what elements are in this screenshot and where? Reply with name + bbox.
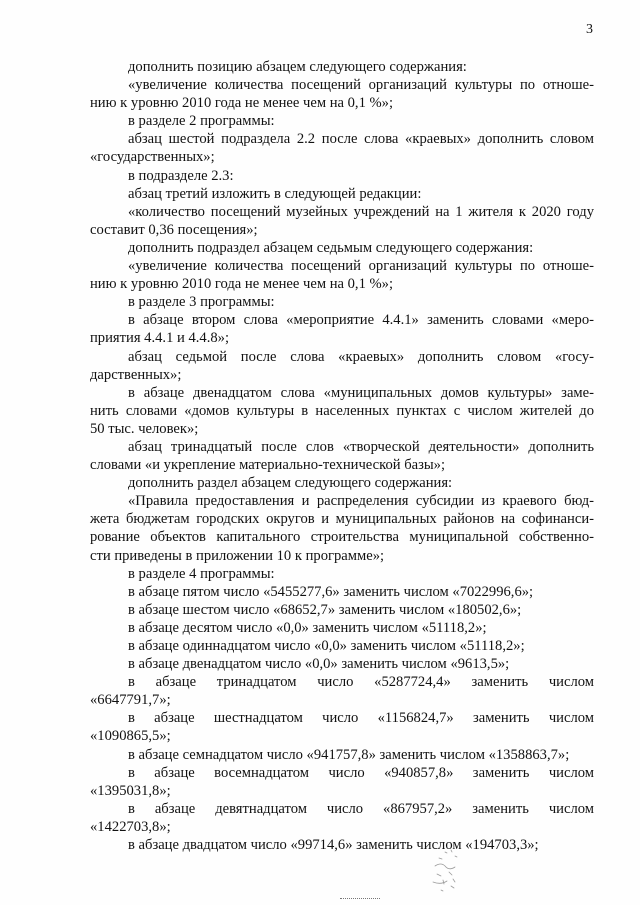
text-line: «увеличение количества посещений организаций культуры по отноше- xyxy=(128,77,594,94)
text-line: дополнить позицию абзацем следующего содержания: xyxy=(128,59,467,75)
document-body xyxy=(90,58,594,854)
text-line: нию к уровню 2010 года не менее чем на 0,1 %»; xyxy=(90,95,394,112)
page-number: 3 xyxy=(586,22,593,37)
text-line: составит 0,36 посещения»; xyxy=(90,221,258,238)
text-line: абзац седьмой после слова «краевых» дополнить словом «госу- xyxy=(128,348,594,365)
text-line: дополнить подраздел абзацем седьмым следующего содержания: xyxy=(128,239,534,256)
text-line: в абзаце двадцатом число «99714,6» заменить числом «194703,3»; xyxy=(128,837,539,854)
text-line: в абзаце шестнадцатом число «1156824,7» заменить числом xyxy=(128,710,594,727)
text-line: нию к уровню 2010 года не менее чем на 0,1 %»; xyxy=(90,276,394,293)
text-line: абзац третий изложить в следующей редакции: xyxy=(128,185,422,202)
text-line: дарственных»; xyxy=(90,366,182,383)
text-line: в абзаце шестом число «68652,7» заменить числом «180502,6»; xyxy=(128,601,522,618)
text-line: в абзаце десятом число «0,0» заменить числом «51118,2»; xyxy=(128,619,487,636)
text-line: 50 тыс. человек»; xyxy=(90,420,199,437)
text-line: «увеличение количества посещений организаций культуры по отноше- xyxy=(128,258,594,275)
text-line: в разделе 2 программы: xyxy=(128,113,275,130)
text-line: в абзаце пятом число «5455277,6» заменить числом «7022996,6»; xyxy=(128,583,534,600)
text-line: «Правила предоставления и распределения субсидии из краевого бюд- xyxy=(128,493,594,510)
text-line: сти приведены в приложении 10 к программе»; xyxy=(90,547,385,564)
text-line: приятия 4.4.1 и 4.4.8»; xyxy=(90,330,230,347)
text-line: «государственных»; xyxy=(90,149,215,166)
text-line: абзац шестой подраздела 2.2 после слова «краевых» дополнить словом xyxy=(128,131,594,148)
text-line: абзац тринадцатый после слов «творческой деятельности» дополнить xyxy=(128,438,594,455)
text-line: «количество посещений музейных учреждений на 1 жителя к 2020 году xyxy=(128,203,594,220)
text-line: в абзаце двенадцатом слова «муниципальных домов культуры» заме- xyxy=(128,384,594,401)
text-line: в разделе 4 программы: xyxy=(128,565,275,582)
scan-artifact xyxy=(340,898,380,900)
text-line: в абзаце восемнадцатом число «940857,8» заменить числом xyxy=(128,764,594,781)
text-line: рование объектов капитального строительства муниципальной собственно- xyxy=(90,529,594,546)
text-line: «6647791,7»; xyxy=(90,692,171,709)
text-line: словами «и укрепление материально-технической базы»; xyxy=(90,457,446,474)
text-line: в абзаце тринадцатом число «5287724,4» заменить числом xyxy=(128,674,594,691)
text-line: «1422703,8»; xyxy=(90,818,171,835)
signature-mark-icon xyxy=(415,846,475,896)
text-line: нить словами «домов культуры в населенных пунктах с числом жителей до xyxy=(90,402,594,419)
text-line: в разделе 3 программы: xyxy=(128,294,275,311)
text-line: в подразделе 2.3: xyxy=(128,167,234,184)
text-line: жета бюджетам городских округов и муниципальных районов на софинанси- xyxy=(90,511,594,528)
text-line: в абзаце одиннадцатом число «0,0» заменить числом «51118,2»; xyxy=(128,638,525,654)
text-line: в абзаце втором слова «мероприятие 4.4.1» заменить словами «меро- xyxy=(128,312,594,329)
text-line: «1090865,5»; xyxy=(90,728,171,745)
text-line: в абзаце девятнадцатом число «867957,2» заменить числом xyxy=(128,800,594,817)
text-line: в абзаце семнадцатом число «941757,8» заменить числом «1358863,7»; xyxy=(128,746,570,763)
text-line: дополнить раздел абзацем следующего содержания: xyxy=(128,475,453,492)
text-line: в абзаце двенадцатом число «0,0» заменить числом «9613,5»; xyxy=(128,656,510,673)
text-line: «1395031,8»; xyxy=(90,782,171,799)
